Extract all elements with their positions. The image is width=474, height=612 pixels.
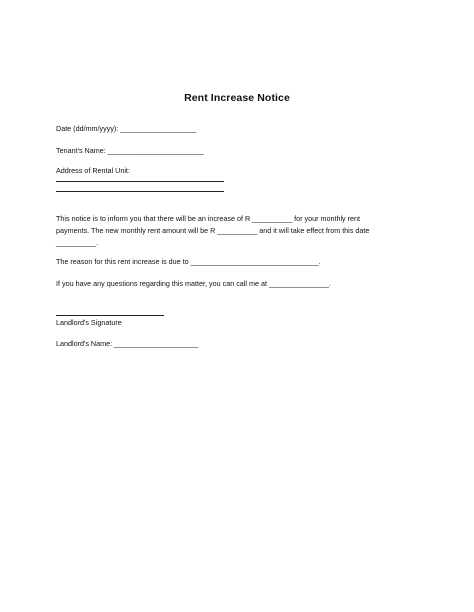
notice-line-1: This notice is to inform you that there will be an increase of R __________ for your monthly rent <box>56 214 361 223</box>
notice-line-3: __________. <box>56 238 98 247</box>
address-blank-line-2 <box>56 191 224 192</box>
questions-line: If you have any questions regarding this matter, you can call me at _______________. <box>56 279 331 288</box>
notice-line-2: payments. The new monthly rent amount will be R __________ and it will take effect from this date <box>56 226 370 235</box>
address-label: Address of Rental Unit: <box>56 166 130 175</box>
document-title: Rent Increase Notice <box>184 92 290 104</box>
signature-blank-line <box>56 315 164 316</box>
date-line: Date (dd/mm/yyyy): ___________________ <box>56 124 197 133</box>
address-blank-line-1 <box>56 181 224 182</box>
landlord-name-line: Landlord's Name: _____________________ <box>56 339 199 348</box>
reason-line: The reason for this rent increase is due to ________________________________. <box>56 257 321 266</box>
tenant-name-line: Tenant's Name: ________________________ <box>56 146 204 155</box>
signature-label: Landlord's Signature <box>56 318 122 327</box>
